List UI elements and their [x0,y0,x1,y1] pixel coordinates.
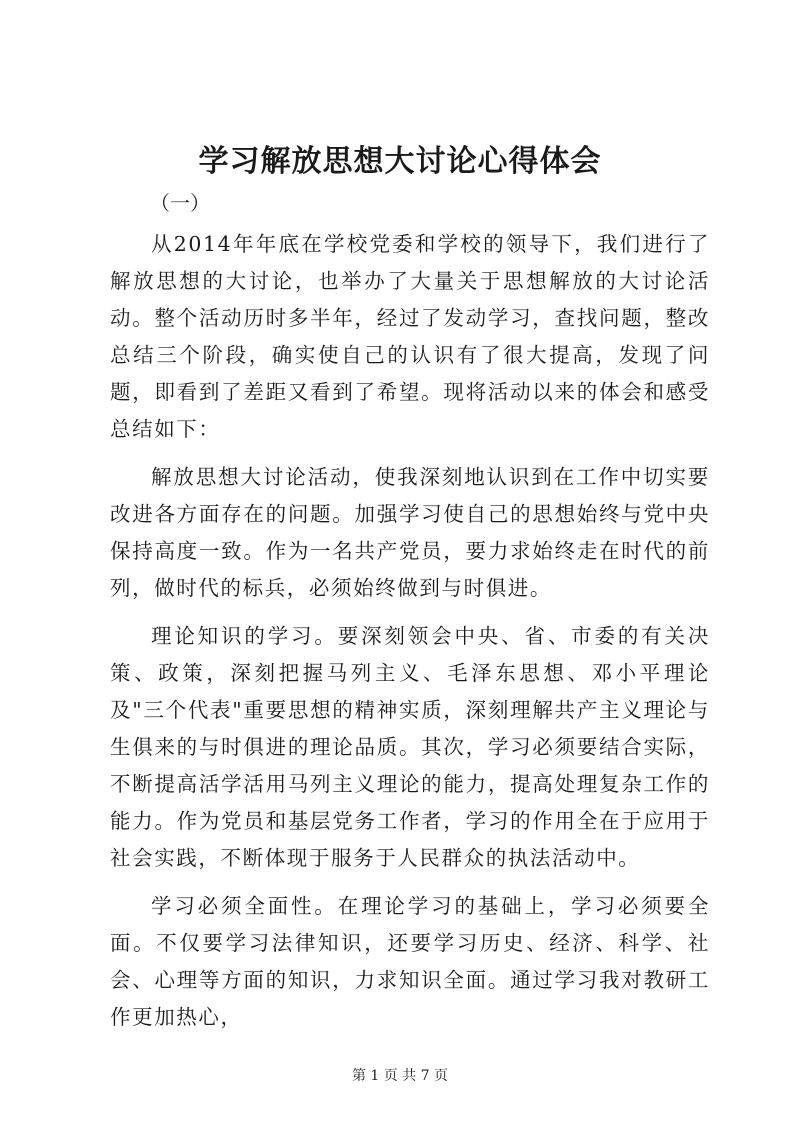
paragraph-intro: 从2014年年底在学校党委和学校的领导下，我们进行了解放思想的大讨论，也举办了大量关于思想解放的大讨论活动。整个活动历时多半年，经过了发动学习，查找问题，整改总结三个阶段，确实使自己的认识有了很大提高，发现了问题，即看到了差距又看到了希望。现将活动以来的体会和感受总结如下： [110,232,710,441]
page-footer: 第 1 页 共 7 页 [351,1068,449,1084]
paragraph-comprehensive-study: 学习必须全面性。在理论学习的基础上，学习必须要全面。不仅要学习法律知识，还要学习历史、经济、科学、社会、心理等方面的知识，力求知识全面。通过学习我对教研工作更加热心， [110,894,710,1029]
document-body [110,226,710,1047]
paragraph-theory-study: 理论知识的学习。要深刻领会中央、省、市委的有关决策、政策，深刻把握马列主义、毛泽东思想、邓小平理论及"三个代表"重要思想的精神实质，深刻理解共产主义理论与生俱来的与时俱进的理论品质。其次，学习必须要结合实际，不断提高活学活用马列主义理论的能力，提高处理复杂工作的能力。作为党员和基层党务工作者，学习的作用全在于应用于社会实践，不断体现于服务于人民群众的执法活动中。 [110,624,710,870]
section-marker: （一） [150,191,210,215]
paragraph-discussion: 解放思想大讨论活动，使我深刻地认识到在工作中切实要改进各方面存在的问题。加强学习使自己的思想始终与党中央保持高度一致。作为一名共产党员，要力求始终走在时代的前列，做时代的标兵，必须始终做到与时俱进。 [110,465,710,600]
document-title: 学习解放思想大讨论心得体会 [198,144,602,179]
